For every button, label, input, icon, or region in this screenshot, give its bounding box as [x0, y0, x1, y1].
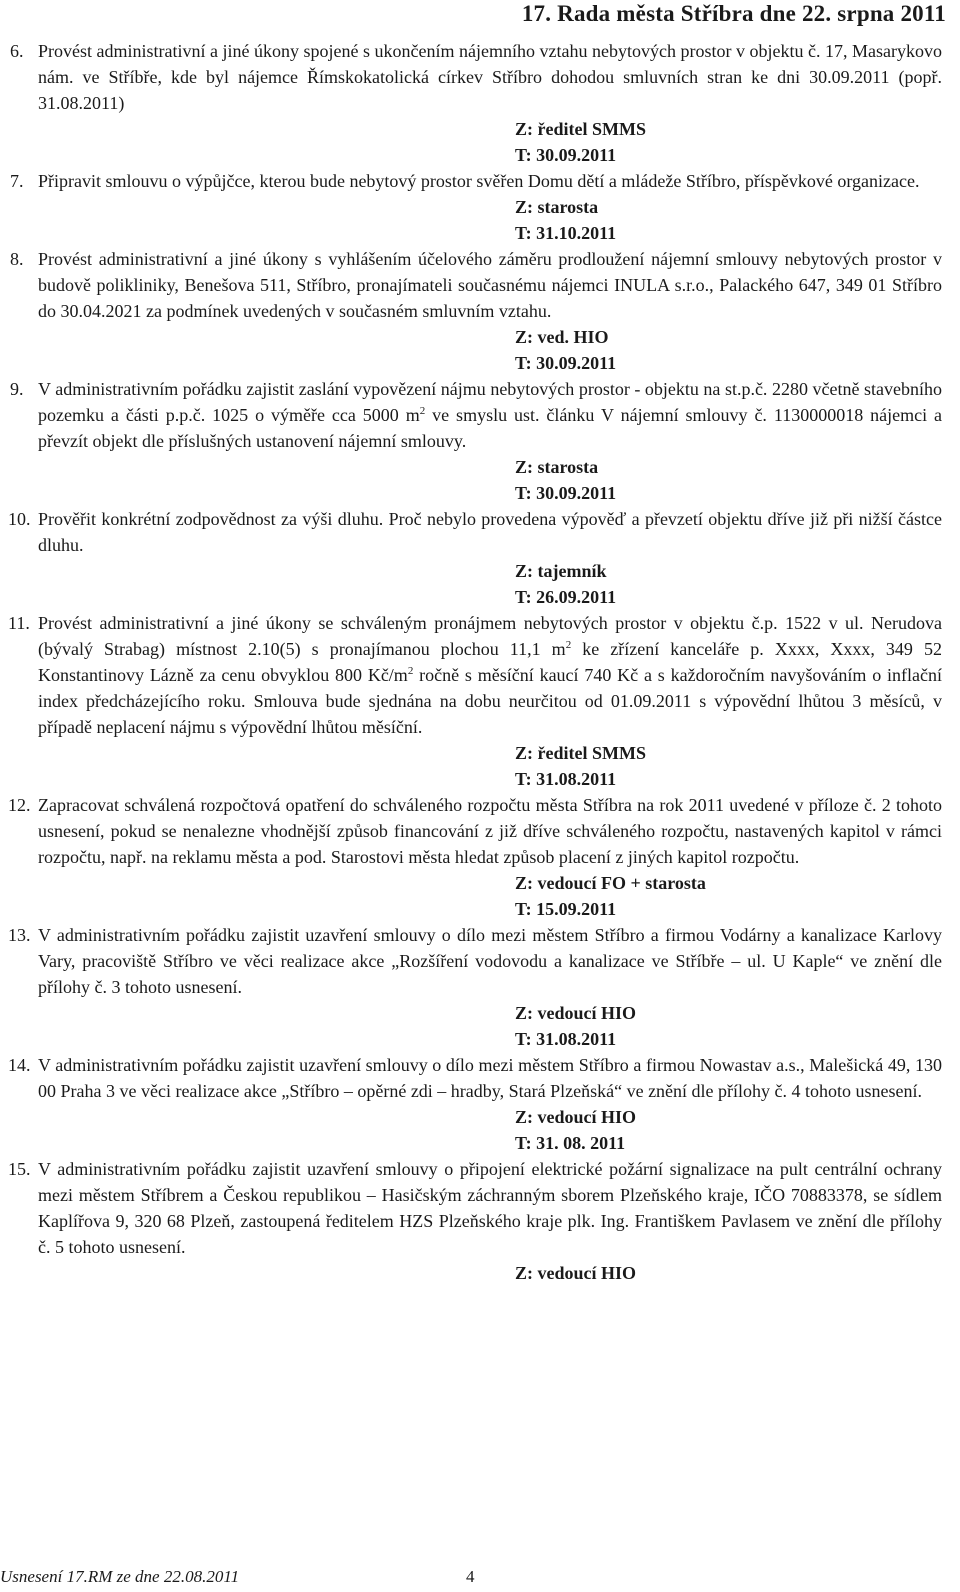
item-number: 14.	[8, 1055, 31, 1075]
deadline: T: 30.09.2011	[515, 483, 617, 503]
list-item	[10, 246, 942, 324]
item-number: 6.	[10, 41, 24, 61]
item-number: 11.	[8, 613, 30, 633]
list-item	[10, 1156, 942, 1260]
item-text: V administrativním pořádku zajistit zaslání vypovězení nájmu nebytových prostor - objektu na st.p.č. 2280 včetně stavebního pozemku a části p.p.č. 1025 o výměře cca 5000 $m^2$ ve smyslu ust. článku V nájemní smlouvy č. 1130000018 nájemci a převzít objekt dle příslušných ustanovení nájemní smlouvy.	[38, 379, 942, 451]
page-header: 17. Rada města Stříbra dne 22. srpna 2011	[521, 1, 946, 26]
responsible-person: Z: vedoucí HIO	[515, 1003, 637, 1023]
item-number: 8.	[10, 249, 24, 269]
list-item	[10, 168, 942, 194]
list-item	[10, 922, 942, 1000]
list-item	[10, 610, 942, 740]
responsible-person: Z: vedoucí HIO	[515, 1263, 637, 1283]
list-item	[10, 376, 942, 454]
item-text: Prověřit konkrétní zodpovědnost za výši dluhu. Proč nebylo provedena výpověď a převzetí objektu dříve již při nižší částce dluhu.	[38, 509, 942, 555]
deadline: T: 31.08.2011	[515, 1029, 617, 1049]
responsible-person: Z: ved. HIO	[515, 327, 609, 347]
item-text: Provést administrativní a jiné úkony spojené s ukončením nájemního vztahu nebytových prostor v objektu č. 17, Masarykovo nám. ve Stříbře, kde byl nájemce Římskokatolická církev Stříbro dohodou smluvních stran ke dni 30.09.2011 (popř. 31.08.2011)	[38, 41, 942, 113]
item-number: 9.	[10, 379, 24, 399]
item-number: 10.	[8, 509, 31, 529]
list-item	[10, 506, 942, 558]
item-text: V administrativním pořádku zajistit uzavření smlouvy o připojení elektrické požární signalizace na pult centrální ochrany mezi městem Stříbrem a Českou republikou – Hasičským záchranným sborem Plzeňského kraje, IČO 70883378, se sídlem Kaplířova 9, 320 68 Plzeň, zastoupená ředitelem HZS Plzeňského kraje plk. Ing. Františkem Pavlasem ve znění dle přílohy č. 5 tohoto usnesení.	[38, 1159, 942, 1257]
responsible-person: Z: starosta	[515, 197, 599, 217]
document-footer: Usnesení 17.RM ze dne 22.08.2011	[0, 1567, 240, 1586]
item-text: Zapracovat schválená rozpočtová opatření do schváleného rozpočtu města Stříbra na rok 2011 uvedené v příloze č. 2 tohoto usnesení, pokud se nenalezne vhodnější způsob financování z již dříve schváleného rozpočtu, nastavených kapitol v rámci rozpočtu, např. na reklamu města a pod. Starostovi města hledat způsob placení z jiných kapitol rozpočtu.	[38, 795, 942, 867]
responsible-person: Z: tajemník	[515, 561, 607, 581]
list-item	[10, 38, 942, 116]
resolution-list	[10, 38, 942, 1286]
list-item	[10, 792, 942, 870]
item-number: 12.	[8, 795, 31, 815]
deadline: T: 30.09.2011	[515, 145, 617, 165]
item-text: Připravit smlouvu o výpůjčce, kterou bude nebytový prostor svěřen Domu dětí a mládeže Stříbro, příspěvkové organizace.	[38, 171, 920, 191]
deadline: T: 30.09.2011	[515, 353, 617, 373]
deadline: T: 31.08.2011	[515, 769, 617, 789]
item-text: V administrativním pořádku zajistit uzavření smlouvy o dílo mezi městem Stříbro a firmou Nowastav a.s., Malešická 49, 130 00 Praha 3 ve věci realizace akce „Stříbro – opěrné zdi – hradby, Stará Plzeňská“ ve znění dle přílohy č. 4 tohoto usnesení.	[38, 1055, 942, 1101]
responsible-person: Z: ředitel SMMS	[515, 743, 646, 763]
responsible-person: Z: ředitel SMMS	[515, 119, 646, 139]
deadline: T: 31.10.2011	[515, 223, 617, 243]
deadline: T: 26.09.2011	[515, 587, 617, 607]
page-number: 4	[466, 1567, 475, 1586]
responsible-person: Z: starosta	[515, 457, 599, 477]
responsible-person: Z: vedoucí HIO	[515, 1107, 637, 1127]
deadline: T: 31. 08. 2011	[515, 1133, 626, 1153]
item-text: Provést administrativní a jiné úkony s vyhlášením účelového záměru prodloužení nájemní smlouvy nebytových prostor v budově polikliniky, Benešova 511, Stříbro, pronajímateli současnému nájemci INULA s.r.o., Palackého 647, 349 01 Stříbro do 30.04.2021 za podmínek uvedených v současném smluvním vztahu.	[38, 249, 942, 321]
responsible-person: Z: vedoucí FO + starosta	[515, 873, 706, 893]
item-number: 15.	[8, 1159, 31, 1179]
deadline: T: 15.09.2011	[515, 899, 617, 919]
list-item	[10, 1052, 942, 1104]
item-text: V administrativním pořádku zajistit uzavření smlouvy o dílo mezi městem Stříbro a firmou Vodárny a kanalizace Karlovy Vary, pracoviště Stříbro ve věci realizace akce „Rozšíření vodovodu a kanalizace ve Stříbře – ul. U Kaple“ ve znění dle přílohy č. 3 tohoto usnesení.	[38, 925, 942, 997]
item-text: Provést administrativní a jiné úkony se schváleným pronájmem nebytových prostor v objektu č.p. 1522 v ul. Nerudova (bývalý Strabag) místnost 2.10(5) s pronajímanou plochou 11,1 $m^2$ ke zřízení kanceláře p. Xxxx, Xxxx, 349 52 Konstantinovy Lázně za cenu obvyklou 800 $Kč/m^2$ ročně s měsíční kaucí 740 Kč a s každoročním navyšováním o inflační index předcházejícího roku. Smlouva bude sjednána na dobu neurčitou od 01.09.2011 s výpovědní lhůtou 3 měsíců, v případě neplacení nájmu s výpovědní lhůtou měsíční.	[38, 613, 942, 737]
item-number: 13.	[8, 925, 31, 945]
item-number: 7.	[10, 171, 24, 191]
